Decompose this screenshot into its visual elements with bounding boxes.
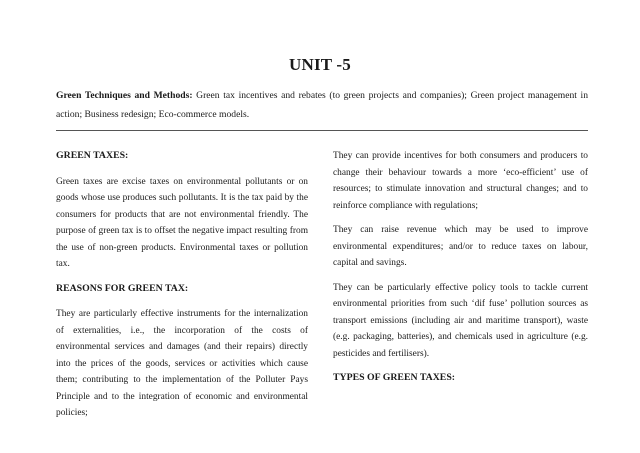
intro-text: Green tax incentives and rebates (to green projects and companies); Green project management in action; Business redesign; Eco-commerce models. bbox=[56, 90, 589, 120]
heading-green-taxes: GREEN TAXES: bbox=[56, 150, 129, 161]
right-column bbox=[333, 148, 588, 396]
paragraph-green-taxes: Green taxes are excise taxes on environmental pollutants or on goods whose use produces such pollutants. It is the tax paid by the consumers for products that are not environmental friendly. The purpose of green tax is to offset the negative impact resulting from the use of non-green products. Environmental taxes or pollution tax. bbox=[56, 176, 308, 269]
heading-reasons: REASONS FOR GREEN TAX: bbox=[56, 282, 189, 294]
paragraph-reasons-2: They can provide incentives for both consumers and producers to change their behaviour towards a more ‘eco-efficient’ use of resources; to stimulate innovation and structural changes; and to reinforce compliance with regulations; bbox=[333, 151, 588, 211]
page-title: UNIT -5 bbox=[288, 55, 351, 74]
heading-types: TYPES OF GREEN TAXES: bbox=[333, 372, 456, 383]
intro-paragraph bbox=[56, 86, 588, 124]
paragraph-reasons-3: They can raise revenue which may be used to improve environmental expenditures; and/or to reduce taxes on labour, capital and savings. bbox=[333, 225, 588, 268]
paragraph-reasons-4: They can be particularly effective policy tools to tackle current environmental priorities from such ‘dif fuse’ pollution sources as transport emissions (including air and maritime transport), waste (e.g. packaging, batteries), and chemicals used in agriculture (e.g. pesticides and fertilisers). bbox=[333, 282, 588, 359]
paragraph-reasons-1: They are particularly effective instruments for the internalization of externalities, i.e., the incorporation of the costs of environmental services and damages (and their repairs) directly into the prices of the goods, services or activities which cause them; contributing to the implementation of the Polluter Pays Principle and to the integration of economic and environmental policies; bbox=[56, 309, 308, 418]
intro-lead: Green Techniques and Methods: bbox=[56, 90, 193, 101]
left-column bbox=[56, 148, 308, 430]
section-divider bbox=[56, 130, 588, 131]
